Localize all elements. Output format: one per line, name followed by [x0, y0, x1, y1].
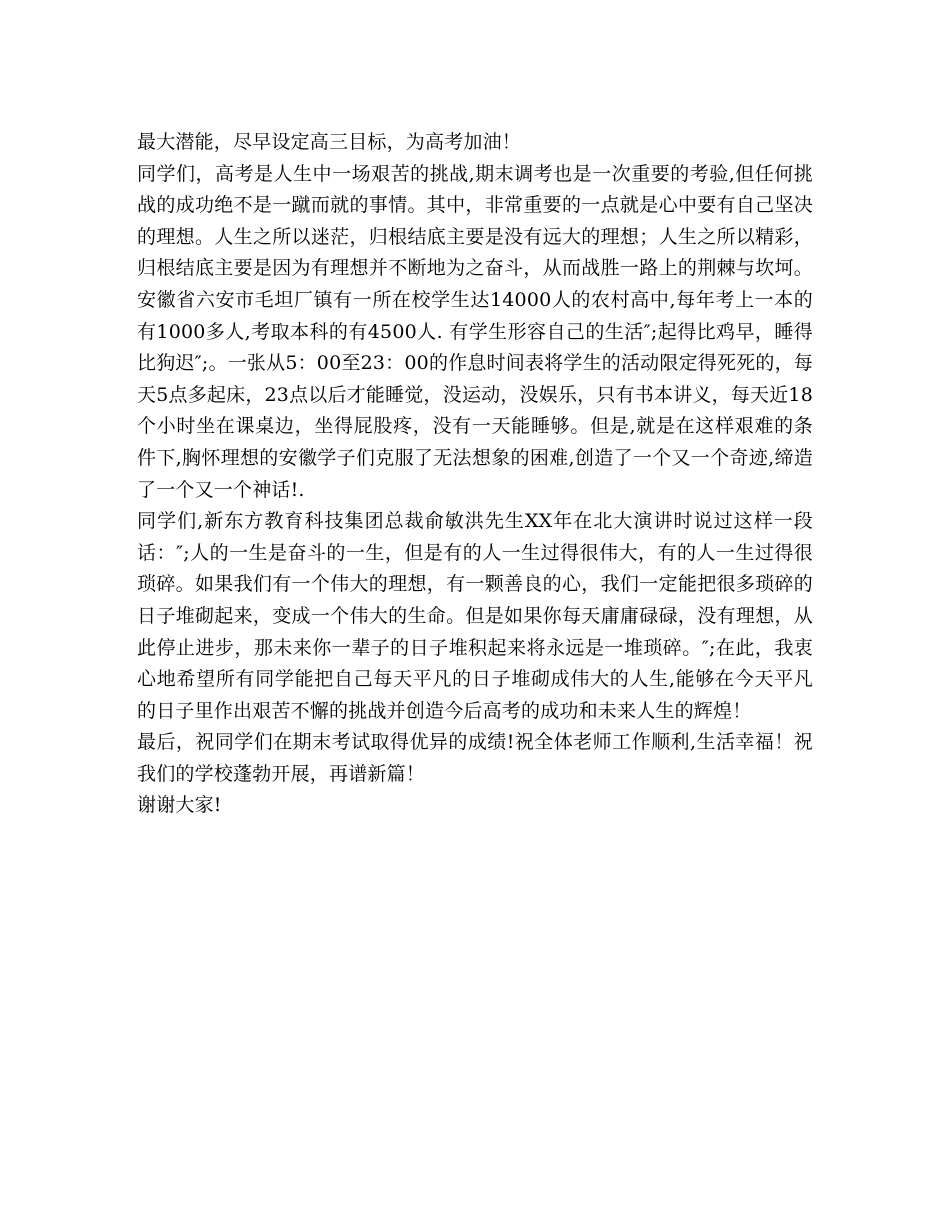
paragraph-closing-goal: 最大潜能，尽早设定高三目标，为高考加油！ [137, 131, 522, 153]
paragraph-ideals-challenge: 同学们，高考是人生中一场艰苦的挑战,期末调考也是一次重要的考验,但任何挑战的成功绝不是一蹴而就的事情。其中，非常重要的一点就是心中要有自己坚决的理想。人生之所以迷茫，归根结底主要是没有远大的理想；人生之所以精彩，归根结底主要是因为有理想并不断地为之奋斗，从而战胜一路上的荆棘与坎坷。安徽省六安市毛坦厂镇有一所在校学生达14000人的农村高中,每年考上一本的有1000多人,考取本科的有4500人. 有学生形容自己的生活″;起得比鸡早，睡得比狗迟″;。一张从5：00至23：00的作息时间表将学生的活动限定得死死的，每天5点多起床，23点以后才能睡觉，没运动，没娱乐，只有书本讲义，每天近18个小时坐在课桌边，坐得屁股疼，没有一天能睡够。但是,就是在这样艰难的条件下,胸怀理想的安徽学子们克服了无法想象的困难,创造了一个又一个奇迹,缔造了一个又一个神话!. [137, 162, 813, 501]
paragraph-quote-yu-minhong: 同学们,新东方教育科技集团总裁俞敏洪先生XX年在北大演讲时说过这样一段话：″;人的一生是奋斗的一生，但是有的人一生过得很伟大，有的人一生过得很琐碎。如果我们有一个伟大的理想，有一颗善良的心，我们一定能把很多琐碎的日子堆砌起来，变成一个伟大的生命。但是如果你每天庸庸碌碌，没有理想，从此停止进步，那未来你一辈子的日子堆积起来将永远是一堆琐碎。″;在此，我衷心地希望所有同学能把自己每天平凡的日子堆砌成伟大的人生,能够在今天平凡的日子里作出艰苦不懈的挑战并创造今后高考的成功和未来人生的辉煌！ [137, 510, 813, 722]
paragraph-thanks: 谢谢大家! [137, 794, 222, 817]
document-body [137, 127, 813, 822]
paragraph-best-wishes: 最后，祝同学们在期末考试取得优异的成绩!祝全体老师工作顺利,生活幸福！祝我们的学校蓬勃开展，再谱新篇！ [137, 731, 813, 785]
